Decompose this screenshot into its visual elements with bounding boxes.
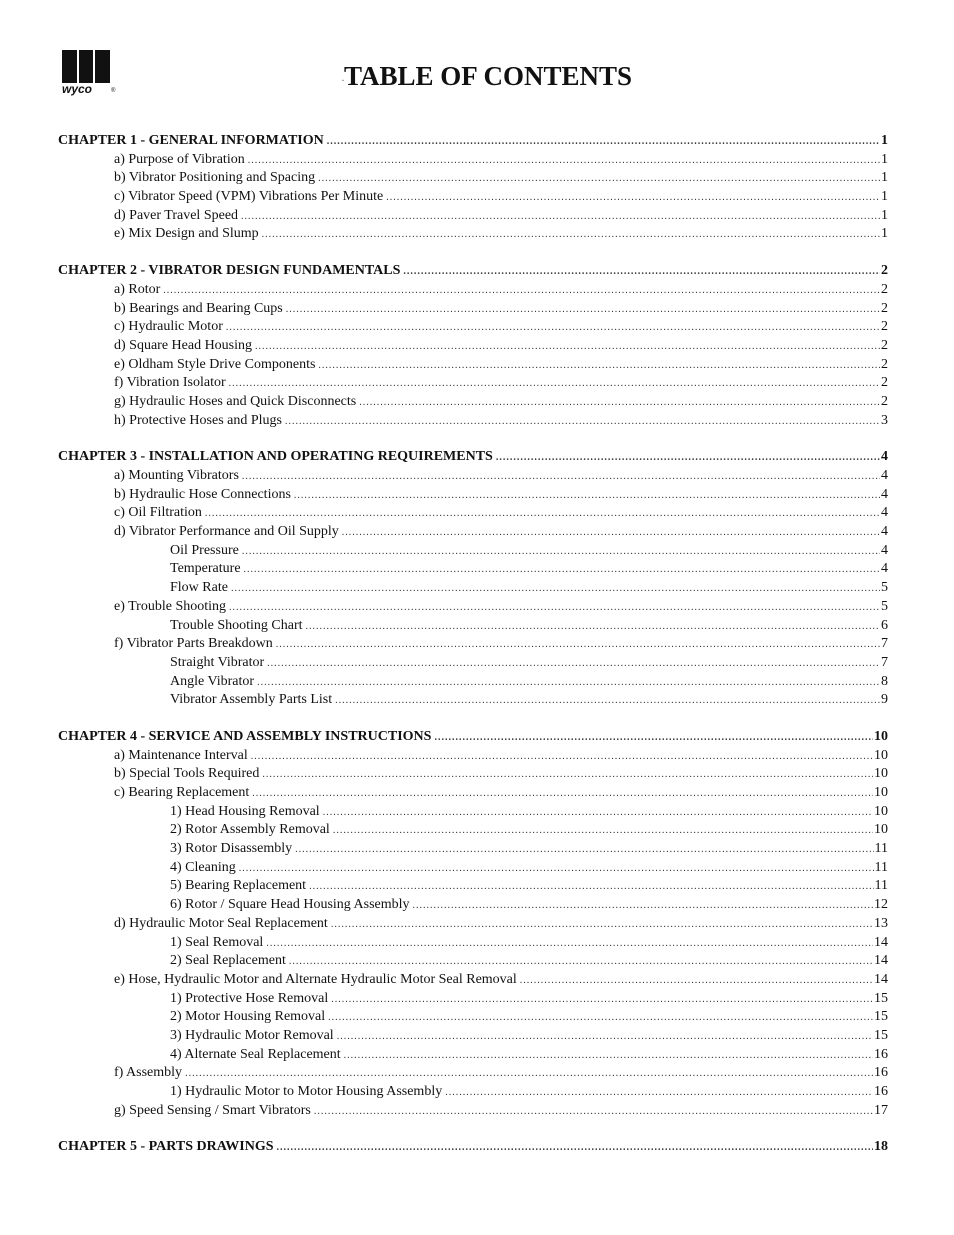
dot-leader <box>252 785 873 804</box>
toc-entry-page: 2 <box>881 393 888 409</box>
toc-entry[interactable] <box>58 673 888 692</box>
toc-entry-page: 1 <box>881 133 888 148</box>
toc-entry[interactable] <box>58 784 888 803</box>
toc-entry[interactable] <box>58 1027 888 1046</box>
toc-entry[interactable] <box>58 747 888 766</box>
dot-leader <box>413 897 873 916</box>
dot-leader <box>295 841 873 860</box>
toc-entry[interactable] <box>58 374 888 393</box>
toc-entry-title: b) Special Tools Required <box>114 766 260 782</box>
toc-entry-title: f) Vibrator Parts Breakdown <box>114 636 273 652</box>
toc-entry-page: 6 <box>881 617 888 633</box>
dot-leader <box>231 580 880 599</box>
dot-leader <box>309 878 873 897</box>
toc-entry-page: 1 <box>881 226 888 242</box>
toc-entry-page: 11 <box>874 859 888 875</box>
dot-leader <box>306 618 881 637</box>
toc-entry-page: 14 <box>874 953 888 969</box>
dot-leader <box>403 263 880 282</box>
toc-entry-page: 3 <box>881 412 888 428</box>
table-of-contents <box>58 132 888 1157</box>
toc-entry-title: h) Protective Hoses and Plugs <box>114 412 282 428</box>
toc-entry-title: 3) Hydraulic Motor Removal <box>170 1027 334 1043</box>
toc-entry-title: c) Hydraulic Motor <box>114 319 223 335</box>
dot-leader <box>318 170 880 189</box>
toc-entry[interactable] <box>58 840 888 859</box>
dot-leader <box>520 972 873 991</box>
toc-chapter-entry[interactable] <box>58 132 888 151</box>
toc-entry[interactable] <box>58 356 888 375</box>
toc-entry-title: f) Assembly <box>114 1065 183 1081</box>
toc-entry-page: 2 <box>881 337 888 353</box>
dot-leader <box>248 152 880 171</box>
toc-entry-title: g) Hydraulic Hoses and Quick Disconnects <box>114 393 357 409</box>
toc-entry[interactable] <box>58 486 888 505</box>
toc-entry[interactable] <box>58 467 888 486</box>
toc-entry-title: 2) Rotor Assembly Removal <box>170 822 330 838</box>
dot-leader <box>251 748 873 767</box>
dot-leader <box>344 1047 873 1066</box>
registered-mark: ® <box>111 88 116 94</box>
dot-leader <box>205 505 880 524</box>
toc-entry-page: 1 <box>881 207 888 223</box>
toc-chapter-entry[interactable] <box>58 728 888 747</box>
dot-leader <box>229 599 880 618</box>
toc-entry[interactable] <box>58 579 888 598</box>
dot-leader <box>335 692 880 711</box>
toc-entry-title: f) Vibration Isolator <box>114 375 226 391</box>
toc-entry-title: CHAPTER 1 - GENERAL INFORMATION <box>58 133 324 148</box>
dot-leader <box>266 935 873 954</box>
toc-entry-title: e) Oldham Style Drive Components <box>114 356 316 372</box>
toc-entry[interactable] <box>58 803 888 822</box>
toc-entry[interactable] <box>58 318 888 337</box>
dot-leader <box>359 394 880 413</box>
dot-leader <box>267 655 880 674</box>
toc-entry-page: 4 <box>881 486 888 502</box>
toc-entry[interactable] <box>58 412 888 431</box>
toc-entry-page: 15 <box>874 1009 888 1025</box>
toc-entry-title: 3) Rotor Disassembly <box>170 841 293 857</box>
toc-entry-page: 9 <box>881 692 888 708</box>
toc-entry[interactable] <box>58 1102 888 1121</box>
toc-entry[interactable] <box>58 542 888 561</box>
dot-leader <box>286 301 880 320</box>
toc-entry[interactable] <box>58 560 888 579</box>
toc-entry-title: b) Bearings and Bearing Cups <box>114 300 283 316</box>
toc-entry-title: b) Vibrator Positioning and Spacing <box>114 170 316 186</box>
toc-entry-page: 1 <box>881 151 888 167</box>
toc-entry-title: c) Vibrator Speed (VPM) Vibrations Per Minute <box>114 189 384 205</box>
toc-entry-page: 4 <box>881 468 888 483</box>
toc-entry-page: 15 <box>874 1027 888 1043</box>
toc-entry[interactable] <box>58 151 888 170</box>
toc-entry[interactable] <box>58 188 888 207</box>
toc-entry-page: 4 <box>881 561 888 577</box>
toc-entry[interactable] <box>58 207 888 226</box>
toc-entry[interactable] <box>58 281 888 300</box>
toc-entry[interactable] <box>58 654 888 673</box>
toc-entry[interactable] <box>58 877 888 896</box>
toc-entry[interactable] <box>58 598 888 617</box>
title-prefix-mark: . <box>342 73 344 83</box>
toc-entry-page: 10 <box>874 803 888 819</box>
toc-entry[interactable] <box>58 300 888 319</box>
toc-entry-title: CHAPTER 2 - VIBRATOR DESIGN FUNDAMENTALS <box>58 263 401 279</box>
dot-leader <box>226 319 880 338</box>
toc-entry-title: CHAPTER 3 - INSTALLATION AND OPERATING REQUIREMENTS <box>58 449 493 465</box>
dot-leader <box>318 357 880 376</box>
toc-entry-title: e) Hose, Hydraulic Motor and Alternate Hydraulic Motor Seal Removal <box>114 971 517 987</box>
toc-entry-page: 12 <box>874 897 888 913</box>
dot-leader <box>255 338 880 357</box>
toc-entry[interactable] <box>58 896 888 915</box>
toc-entry-page: 2 <box>881 375 888 391</box>
toc-entry[interactable] <box>58 971 888 990</box>
toc-entry[interactable] <box>58 393 888 412</box>
toc-chapter-entry[interactable] <box>58 1138 888 1157</box>
toc-entry-title: Oil Pressure <box>170 542 239 558</box>
toc-entry-page: 2 <box>881 300 888 316</box>
toc-entry-page: 16 <box>874 1065 888 1081</box>
toc-entry[interactable] <box>58 1008 888 1027</box>
toc-entry-page: 13 <box>874 915 888 931</box>
dot-leader <box>277 1139 874 1158</box>
toc-entry-page: 5 <box>881 598 888 614</box>
dot-leader <box>262 226 880 245</box>
toc-entry-page: 14 <box>874 971 888 987</box>
toc-entry-title: d) Vibrator Performance and Oil Supply <box>114 524 339 540</box>
dot-leader <box>242 468 880 487</box>
toc-entry[interactable] <box>58 1083 888 1102</box>
toc-entry-page: 10 <box>874 728 888 744</box>
toc-entry-page: 16 <box>874 1046 888 1062</box>
toc-entry-page: 2 <box>881 356 888 372</box>
toc-entry[interactable] <box>58 635 888 654</box>
toc-entry-title: c) Bearing Replacement <box>114 785 250 800</box>
toc-entry[interactable] <box>58 504 888 523</box>
toc-entry-page: 5 <box>881 580 888 596</box>
toc-entry[interactable] <box>58 934 888 953</box>
wyco-logo <box>62 50 116 98</box>
toc-entry-title: 1) Head Housing Removal <box>170 803 320 819</box>
dot-leader <box>323 804 873 823</box>
dot-leader <box>289 953 873 972</box>
dot-leader <box>257 674 880 693</box>
toc-entry-page: 4 <box>881 505 888 521</box>
toc-entry-page: 10 <box>874 822 888 838</box>
toc-entry-page: 14 <box>874 934 888 950</box>
dot-leader <box>285 413 880 432</box>
dot-leader <box>276 636 880 655</box>
dot-leader <box>445 1084 873 1103</box>
toc-entry-title: d) Square Head Housing <box>114 337 253 353</box>
toc-entry-page: 7 <box>881 636 888 652</box>
toc-entry-page: 2 <box>881 263 888 279</box>
toc-entry[interactable] <box>58 1064 888 1083</box>
dot-leader <box>337 1028 873 1047</box>
toc-entry[interactable] <box>58 859 888 878</box>
dot-leader <box>239 860 874 879</box>
dot-leader <box>327 133 880 152</box>
toc-entry-title: Flow Rate <box>170 580 228 596</box>
toc-entry-page: 7 <box>881 654 888 670</box>
dot-leader <box>241 208 880 227</box>
toc-entry-title: 4) Cleaning <box>170 859 236 875</box>
logo-wordmark: wyco <box>62 82 93 96</box>
toc-entry-title: 2) Seal Replacement <box>170 953 286 969</box>
toc-entry[interactable] <box>58 169 888 188</box>
toc-entry-page: 1 <box>881 189 888 205</box>
toc-entry[interactable] <box>58 1046 888 1065</box>
toc-entry-title: 1) Protective Hose Removal <box>170 990 329 1006</box>
dot-leader <box>314 1103 873 1122</box>
page-title <box>342 59 662 96</box>
toc-entry-title: d) Paver Travel Speed <box>114 207 239 223</box>
dot-leader <box>185 1065 873 1084</box>
toc-entry-title: 5) Bearing Replacement <box>170 878 307 894</box>
toc-entry-title: 4) Alternate Seal Replacement <box>170 1046 341 1062</box>
toc-entry-title: 6) Rotor / Square Head Housing Assembly <box>170 897 410 913</box>
toc-entry-page: 1 <box>881 170 888 186</box>
toc-entry-title: CHAPTER 4 - SERVICE AND ASSEMBLY INSTRUCTIONS <box>58 728 432 744</box>
toc-entry-page: 8 <box>881 673 888 689</box>
toc-entry-title: a) Purpose of Vibration <box>114 151 245 167</box>
toc-entry-title: b) Hydraulic Hose Connections <box>114 486 291 502</box>
toc-chapter-entry[interactable] <box>58 262 888 281</box>
toc-entry-title: 1) Seal Removal <box>170 934 264 950</box>
dot-leader <box>434 729 873 748</box>
toc-entry-title: e) Trouble Shooting <box>114 598 227 614</box>
toc-entry-title: c) Oil Filtration <box>114 505 202 521</box>
dot-leader <box>262 766 873 785</box>
toc-entry-page: 15 <box>874 990 888 1006</box>
page-title-text: TABLE OF CONTENTS <box>344 61 633 91</box>
toc-entry[interactable] <box>58 523 888 542</box>
dot-leader <box>496 449 880 468</box>
toc-entry-title: Temperature <box>170 561 241 577</box>
dot-leader <box>229 375 880 394</box>
toc-entry-title: Angle Vibrator <box>170 673 255 689</box>
toc-entry[interactable] <box>58 225 888 244</box>
toc-entry-title: Trouble Shooting Chart <box>170 617 303 633</box>
toc-entry[interactable] <box>58 915 888 934</box>
toc-entry-title: a) Maintenance Interval <box>114 747 248 763</box>
dot-leader <box>386 189 880 208</box>
toc-entry[interactable] <box>58 617 888 636</box>
toc-entry[interactable] <box>58 765 888 784</box>
toc-entry-title: a) Mounting Vibrators <box>114 468 239 483</box>
toc-entry-title: 2) Motor Housing Removal <box>170 1009 326 1025</box>
toc-entry-page: 11 <box>874 841 888 857</box>
toc-entry-title: CHAPTER 5 - PARTS DRAWINGS <box>58 1139 274 1155</box>
toc-entry[interactable] <box>58 691 888 710</box>
toc-entry[interactable] <box>58 821 888 840</box>
dot-leader <box>244 561 880 580</box>
toc-entry-page: 2 <box>881 319 888 335</box>
toc-entry-title: Vibrator Assembly Parts List <box>170 692 333 708</box>
toc-entry-page: 2 <box>881 281 888 297</box>
toc-entry[interactable] <box>58 990 888 1009</box>
toc-entry[interactable] <box>58 337 888 356</box>
logo-mark <box>62 50 110 83</box>
dot-leader <box>163 282 880 301</box>
dot-leader <box>328 1009 873 1028</box>
toc-entry-title: 1) Hydraulic Motor to Motor Housing Assembly <box>170 1084 443 1099</box>
dot-leader <box>331 991 873 1010</box>
toc-entry-page: 18 <box>874 1139 888 1155</box>
toc-entry-page: 17 <box>874 1102 888 1118</box>
toc-entry-page: 4 <box>881 449 888 465</box>
toc-entry-title: Straight Vibrator <box>170 654 265 670</box>
toc-chapter-entry[interactable] <box>58 448 888 467</box>
toc-entry-title: e) Mix Design and Slump <box>114 226 259 242</box>
toc-entry-title: a) Rotor <box>114 281 161 297</box>
toc-entry-page: 16 <box>874 1084 888 1099</box>
dot-leader <box>333 822 873 841</box>
toc-entry-page: 10 <box>874 747 888 763</box>
dot-leader <box>242 543 880 562</box>
toc-entry-page: 10 <box>874 766 888 782</box>
toc-entry-page: 10 <box>874 785 888 800</box>
dot-leader <box>294 487 880 506</box>
toc-entry-page: 11 <box>874 878 888 894</box>
toc-entry-title: d) Hydraulic Motor Seal Replacement <box>114 915 328 931</box>
toc-entry[interactable] <box>58 952 888 971</box>
dot-leader <box>342 524 880 543</box>
dot-leader <box>331 916 873 935</box>
toc-entry-page: 4 <box>881 542 888 558</box>
toc-entry-title: g) Speed Sensing / Smart Vibrators <box>114 1102 311 1118</box>
toc-entry-page: 4 <box>881 524 888 540</box>
